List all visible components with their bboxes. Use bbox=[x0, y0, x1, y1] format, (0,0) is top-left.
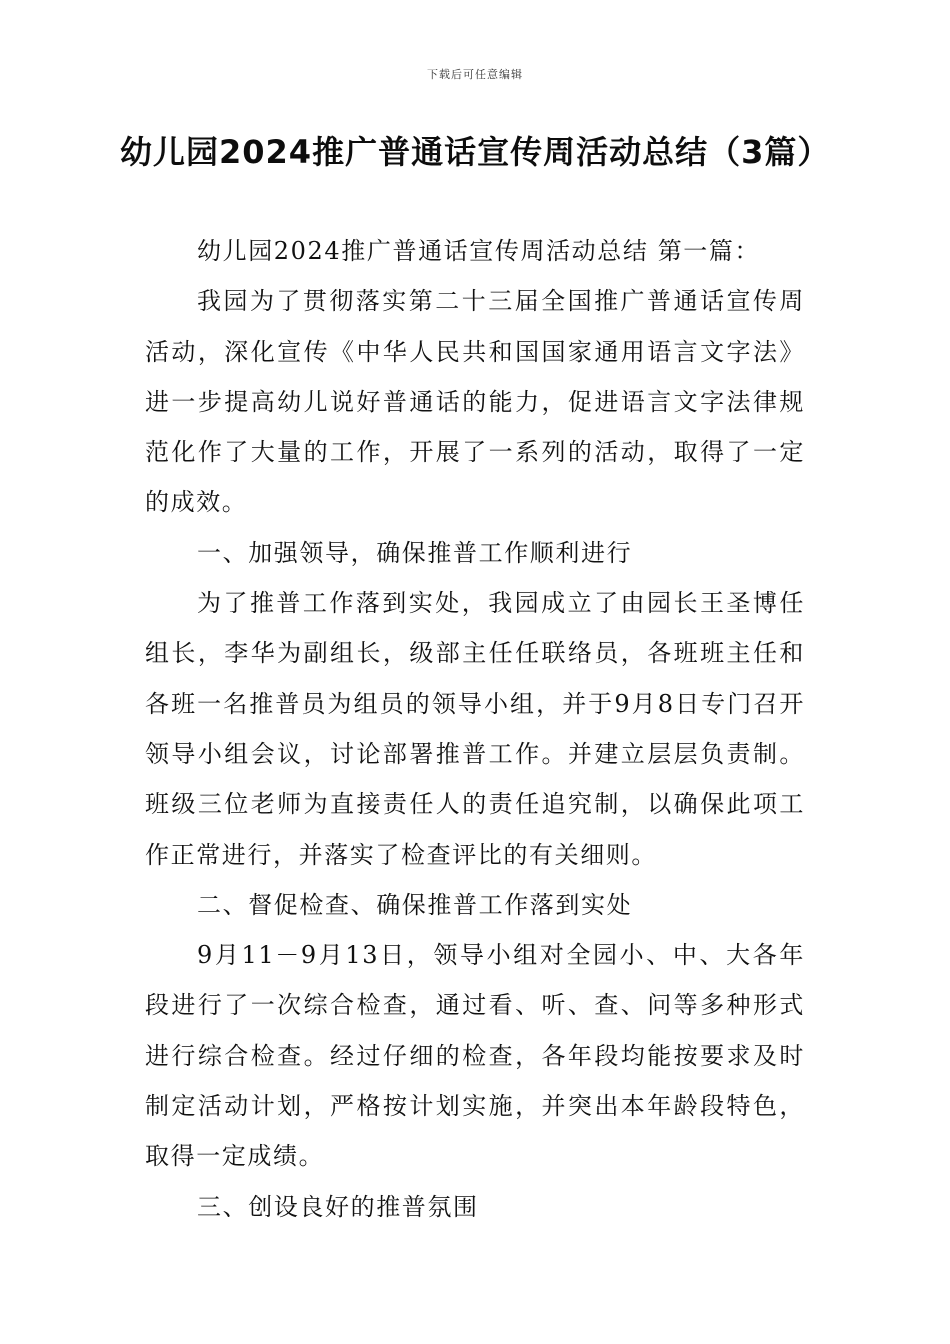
section-subtitle: 幼儿园2024推广普通话宣传周活动总结 第一篇： bbox=[197, 237, 761, 265]
document-body bbox=[145, 226, 805, 1232]
heading-section-3: 三、创设良好的推普氛围 bbox=[197, 1192, 479, 1221]
heading-section-2: 二、督促检查、确保推普工作落到实处 bbox=[197, 890, 633, 919]
page-header: 下载后可任意编辑 bbox=[427, 68, 523, 81]
document-title: 幼儿园2024推广普通话宣传周活动总结（3篇） bbox=[120, 133, 831, 171]
heading-section-1: 一、加强领导，确保推普工作顺利进行 bbox=[197, 538, 633, 567]
paragraph-section-2: 9月11－9月13日，领导小组对全园小、中、大各年段进行了一次综合检查，通过看、听、查、问等多种形式进行综合检查。经过仔细的检查，各年段均能按要求及时制定活动计划，严格按计划实施，并突出本年龄段特色，取得一定成绩。 bbox=[145, 941, 805, 1171]
paragraph-intro: 我园为了贯彻落实第二十三届全国推广普通话宣传周活动，深化宣传《中华人民共和国国家通用语言文字法》进一步提高幼儿说好普通话的能力，促进语言文字法律规范化作了大量的工作，开展了一系列的活动，取得了一定的成效。 bbox=[145, 287, 805, 517]
paragraph-section-1: 为了推普工作落到实处，我园成立了由园长王圣博任组长，李华为副组长，级部主任任联络员，各班班主任和各班一名推普员为组员的领导小组，并于9月8日专门召开领导小组会议，讨论部署推普工作。并建立层层负责制。班级三位老师为直接责任人的责任追究制，以确保此项工作正常进行，并落实了检查评比的有关细则。 bbox=[145, 589, 805, 869]
